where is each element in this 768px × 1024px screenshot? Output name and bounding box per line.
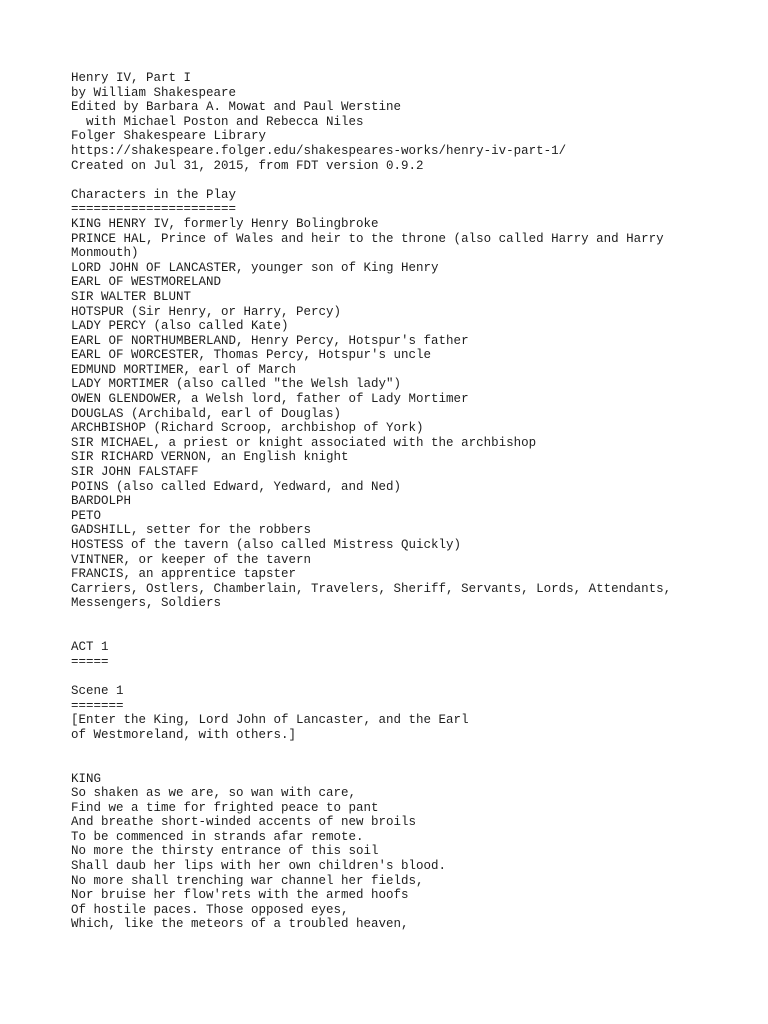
character-entry: SIR RICHARD VERNON, an English knight [71, 450, 349, 465]
source-url: https://shakespeare.folger.edu/shakespeares-works/henry-iv-part-1/ [71, 143, 567, 158]
created-line: Created on Jul 31, 2015, from FDT version 0.9.2 [71, 158, 424, 173]
stage-direction [71, 713, 751, 742]
character-entry: Monmouth) [71, 246, 139, 261]
character-entry: PETO [71, 508, 102, 523]
characters-underline: ====================== [71, 202, 237, 217]
scene-underline: ======= [71, 698, 124, 713]
character-entry: LADY PERCY (also called Kate) [71, 319, 289, 334]
character-entry: BARDOLPH [71, 494, 132, 509]
character-entry: VINTNER, or keeper of the tavern [71, 552, 312, 567]
character-entry: EARL OF NORTHUMBERLAND, Henry Percy, Hotspur's father [71, 333, 469, 348]
blank-line [71, 757, 751, 772]
blank-line [71, 742, 751, 757]
character-entry: HOTSPUR (Sir Henry, or Harry, Percy) [71, 304, 342, 319]
speech-lines [71, 786, 751, 932]
character-entry: SIR MICHAEL, a priest or knight associated with the archbishop [71, 435, 537, 450]
scene-heading: Scene 1 [71, 683, 124, 698]
verse-line: No more shall trenching war channel her fields, [71, 873, 424, 888]
verse-line: Nor bruise her flow'rets with the armed hoofs [71, 888, 409, 903]
character-entry: DOUGLAS (Archibald, earl of Douglas) [71, 406, 342, 421]
character-entry: FRANCIS, an apprentice tapster [71, 567, 297, 582]
character-entry: POINS (also called Edward, Yedward, and Ned) [71, 479, 402, 494]
stage-direction-line: [Enter the King, Lord John of Lancaster, and the Earl [71, 713, 469, 728]
blank-line [71, 611, 751, 626]
act-underline: ===== [71, 654, 109, 669]
character-entry: Messengers, Soldiers [71, 596, 222, 611]
character-entry: KING HENRY IV, formerly Henry Bolingbroke [71, 216, 379, 231]
character-entry: LORD JOHN OF LANCASTER, younger son of King Henry [71, 260, 439, 275]
characters-list [71, 217, 751, 611]
verse-line: So shaken as we are, so wan with care, [71, 786, 357, 801]
verse-line: Find we a time for frighted peace to pant [71, 800, 379, 815]
author-line: by William Shakespeare [71, 85, 237, 100]
play-title: Henry IV, Part I [71, 71, 192, 85]
verse-line: Which, like the meteors of a troubled heaven, [71, 917, 409, 932]
blank-line [71, 626, 751, 641]
character-entry: HOSTESS of the tavern (also called Mistress Quickly) [71, 538, 462, 552]
verse-line: Of hostile paces. Those opposed eyes, [71, 902, 349, 917]
characters-heading: Characters in the Play [71, 187, 237, 202]
character-entry: SIR WALTER BLUNT [71, 289, 192, 304]
blank-line [71, 669, 751, 684]
document-page [71, 71, 751, 932]
stage-direction-line: of Westmoreland, with others.] [71, 727, 297, 742]
character-entry: EDMUND MORTIMER, earl of March [71, 362, 297, 377]
speaker-name: KING [71, 771, 102, 786]
verse-line: And breathe short-winded accents of new broils [71, 815, 417, 830]
character-entry: EARL OF WORCESTER, Thomas Percy, Hotspur's uncle [71, 348, 432, 363]
verse-line: No more the thirsty entrance of this soil [71, 844, 379, 859]
act-heading: ACT 1 [71, 640, 109, 655]
character-entry: PRINCE HAL, Prince of Wales and heir to the throne (also called Harry and Harry [71, 231, 664, 246]
verse-line: To be commenced in strands afar remote. [71, 829, 364, 844]
character-entry: GADSHILL, setter for the robbers [71, 523, 312, 538]
publisher-line: Folger Shakespeare Library [71, 129, 267, 144]
character-entry: ARCHBISHOP (Richard Scroop, archbishop of York) [71, 421, 424, 436]
character-entry: EARL OF WESTMORELAND [71, 275, 222, 290]
blank-line [71, 173, 751, 188]
character-entry: SIR JOHN FALSTAFF [71, 465, 199, 480]
character-entry: Carriers, Ostlers, Chamberlain, Travelers, Sheriff, Servants, Lords, Attendants, [71, 581, 672, 596]
co-editors-line: with Michael Poston and Rebecca Niles [71, 114, 364, 129]
verse-line: Shall daub her lips with her own children's blood. [71, 859, 447, 874]
character-entry: LADY MORTIMER (also called "the Welsh lady") [71, 377, 402, 392]
character-entry: OWEN GLENDOWER, a Welsh lord, father of Lady Mortimer [71, 392, 469, 407]
editors-line: Edited by Barbara A. Mowat and Paul Werstine [71, 100, 402, 115]
